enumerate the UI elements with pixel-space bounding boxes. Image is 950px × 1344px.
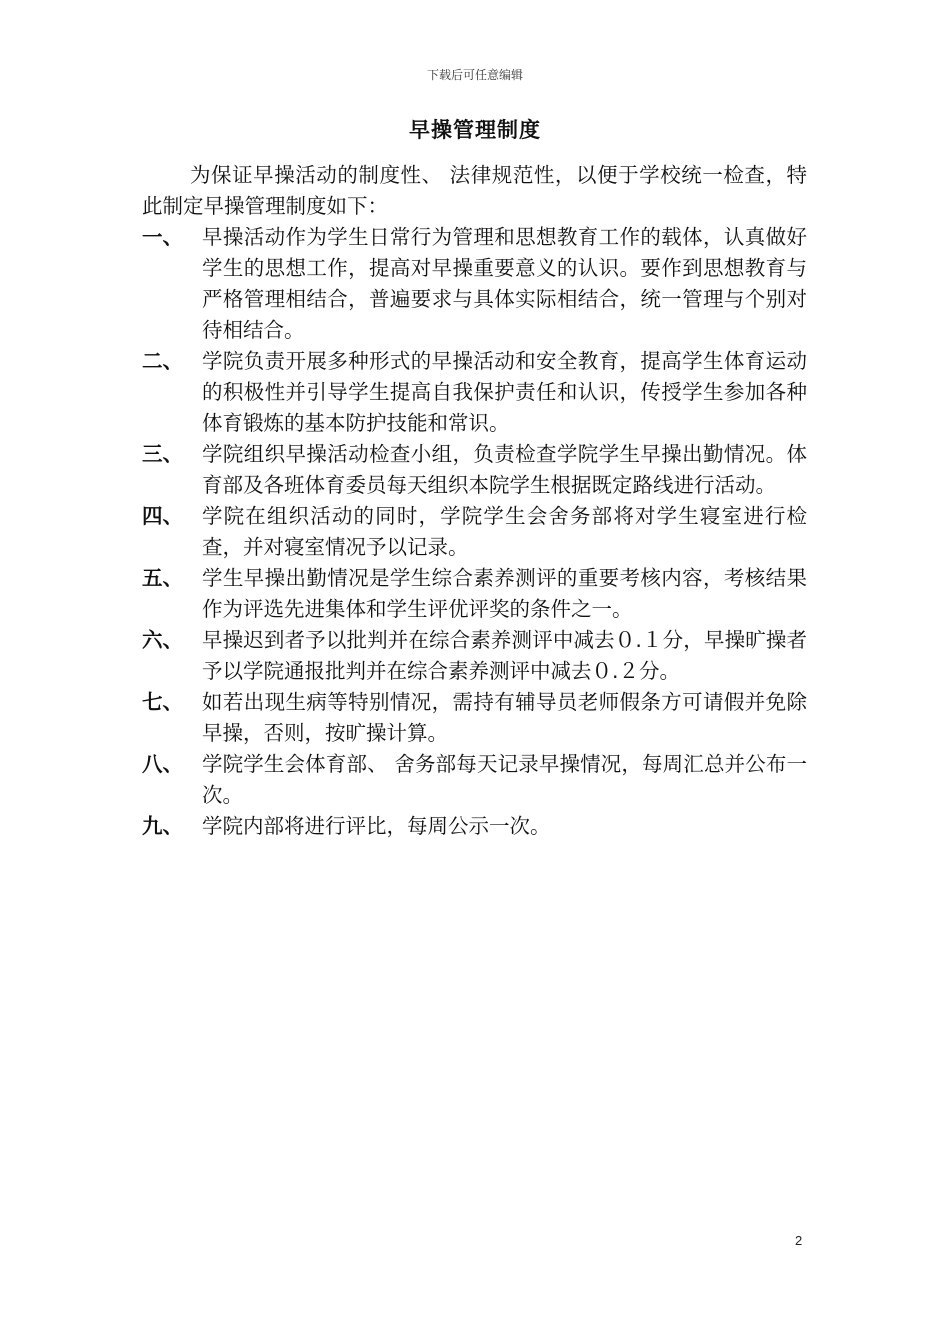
clause-number: 三、 <box>142 442 183 466</box>
clause-number: 五、 <box>142 566 183 590</box>
clause-text: 学院学生会体育部、 舍务部每天记录早操情况，每周汇总并公布一次。 <box>202 752 807 807</box>
clause-3 <box>142 439 807 501</box>
clause-text: 学院负责开展多种形式的早操活动和安全教育，提高学生体育运动的积极性并引导学生提高自我保护责任和认识，传授学生参加各种体育锻炼的基本防护技能和常识。 <box>202 349 807 435</box>
clause-text: 学院组织早操活动检查小组，负责检查学院学生早操出勤情况。体育部及各班体育委员每天组织本院学生根据既定路线进行活动。 <box>202 442 807 497</box>
document-body <box>142 160 807 842</box>
clause-text: 早操活动作为学生日常行为管理和思想教育工作的载体，认真做好学生的思想工作，提高对早操重要意义的认识。要作到思想教育与严格管理相结合，普遍要求与具体实际相结合，统一管理与个别对待相结合。 <box>202 225 807 342</box>
clause-8 <box>142 749 807 811</box>
intro-paragraph: 为保证早操活动的制度性、 法律规范性，以便于学校统一检查，特此制定早操管理制度如下： <box>142 163 807 218</box>
page-number: 2 <box>795 1233 803 1248</box>
document-title: 早操管理制度 <box>409 118 541 142</box>
clause-text: 学院内部将进行评比，每周公示一次。 <box>202 814 551 838</box>
clause-number: 八、 <box>142 752 183 776</box>
clause-text: 学生早操出勤情况是学生综合素养测评的重要考核内容，考核结果作为评选先进集体和学生评优评奖的条件之一。 <box>202 566 807 621</box>
clause-text: 如若出现生病等特别情况，需持有辅导员老师假条方可请假并免除早操，否则，按旷操计算。 <box>202 690 807 745</box>
clause-number: 六、 <box>142 628 183 652</box>
clause-number: 九、 <box>142 814 183 838</box>
clause-number: 七、 <box>142 690 183 714</box>
clause-5 <box>142 563 807 625</box>
clause-2 <box>142 346 807 439</box>
clause-text: 早操迟到者予以批判并在综合素养测评中减去０.１分，早操旷操者予以学院通报批判并在综合素养测评中减去０.２分。 <box>202 628 807 683</box>
header-note: 下载后可任意编辑 <box>426 68 523 82</box>
clause-4 <box>142 501 807 563</box>
clause-number: 二、 <box>142 349 183 373</box>
clause-6 <box>142 625 807 687</box>
clause-number: 四、 <box>142 504 183 528</box>
clause-7 <box>142 687 807 749</box>
clause-text: 学院在组织活动的同时，学院学生会舍务部将对学生寝室进行检查，并对寝室情况予以记录。 <box>202 504 807 559</box>
clause-9 <box>142 811 807 842</box>
clause-number: 一、 <box>142 225 183 249</box>
clause-1 <box>142 222 807 346</box>
